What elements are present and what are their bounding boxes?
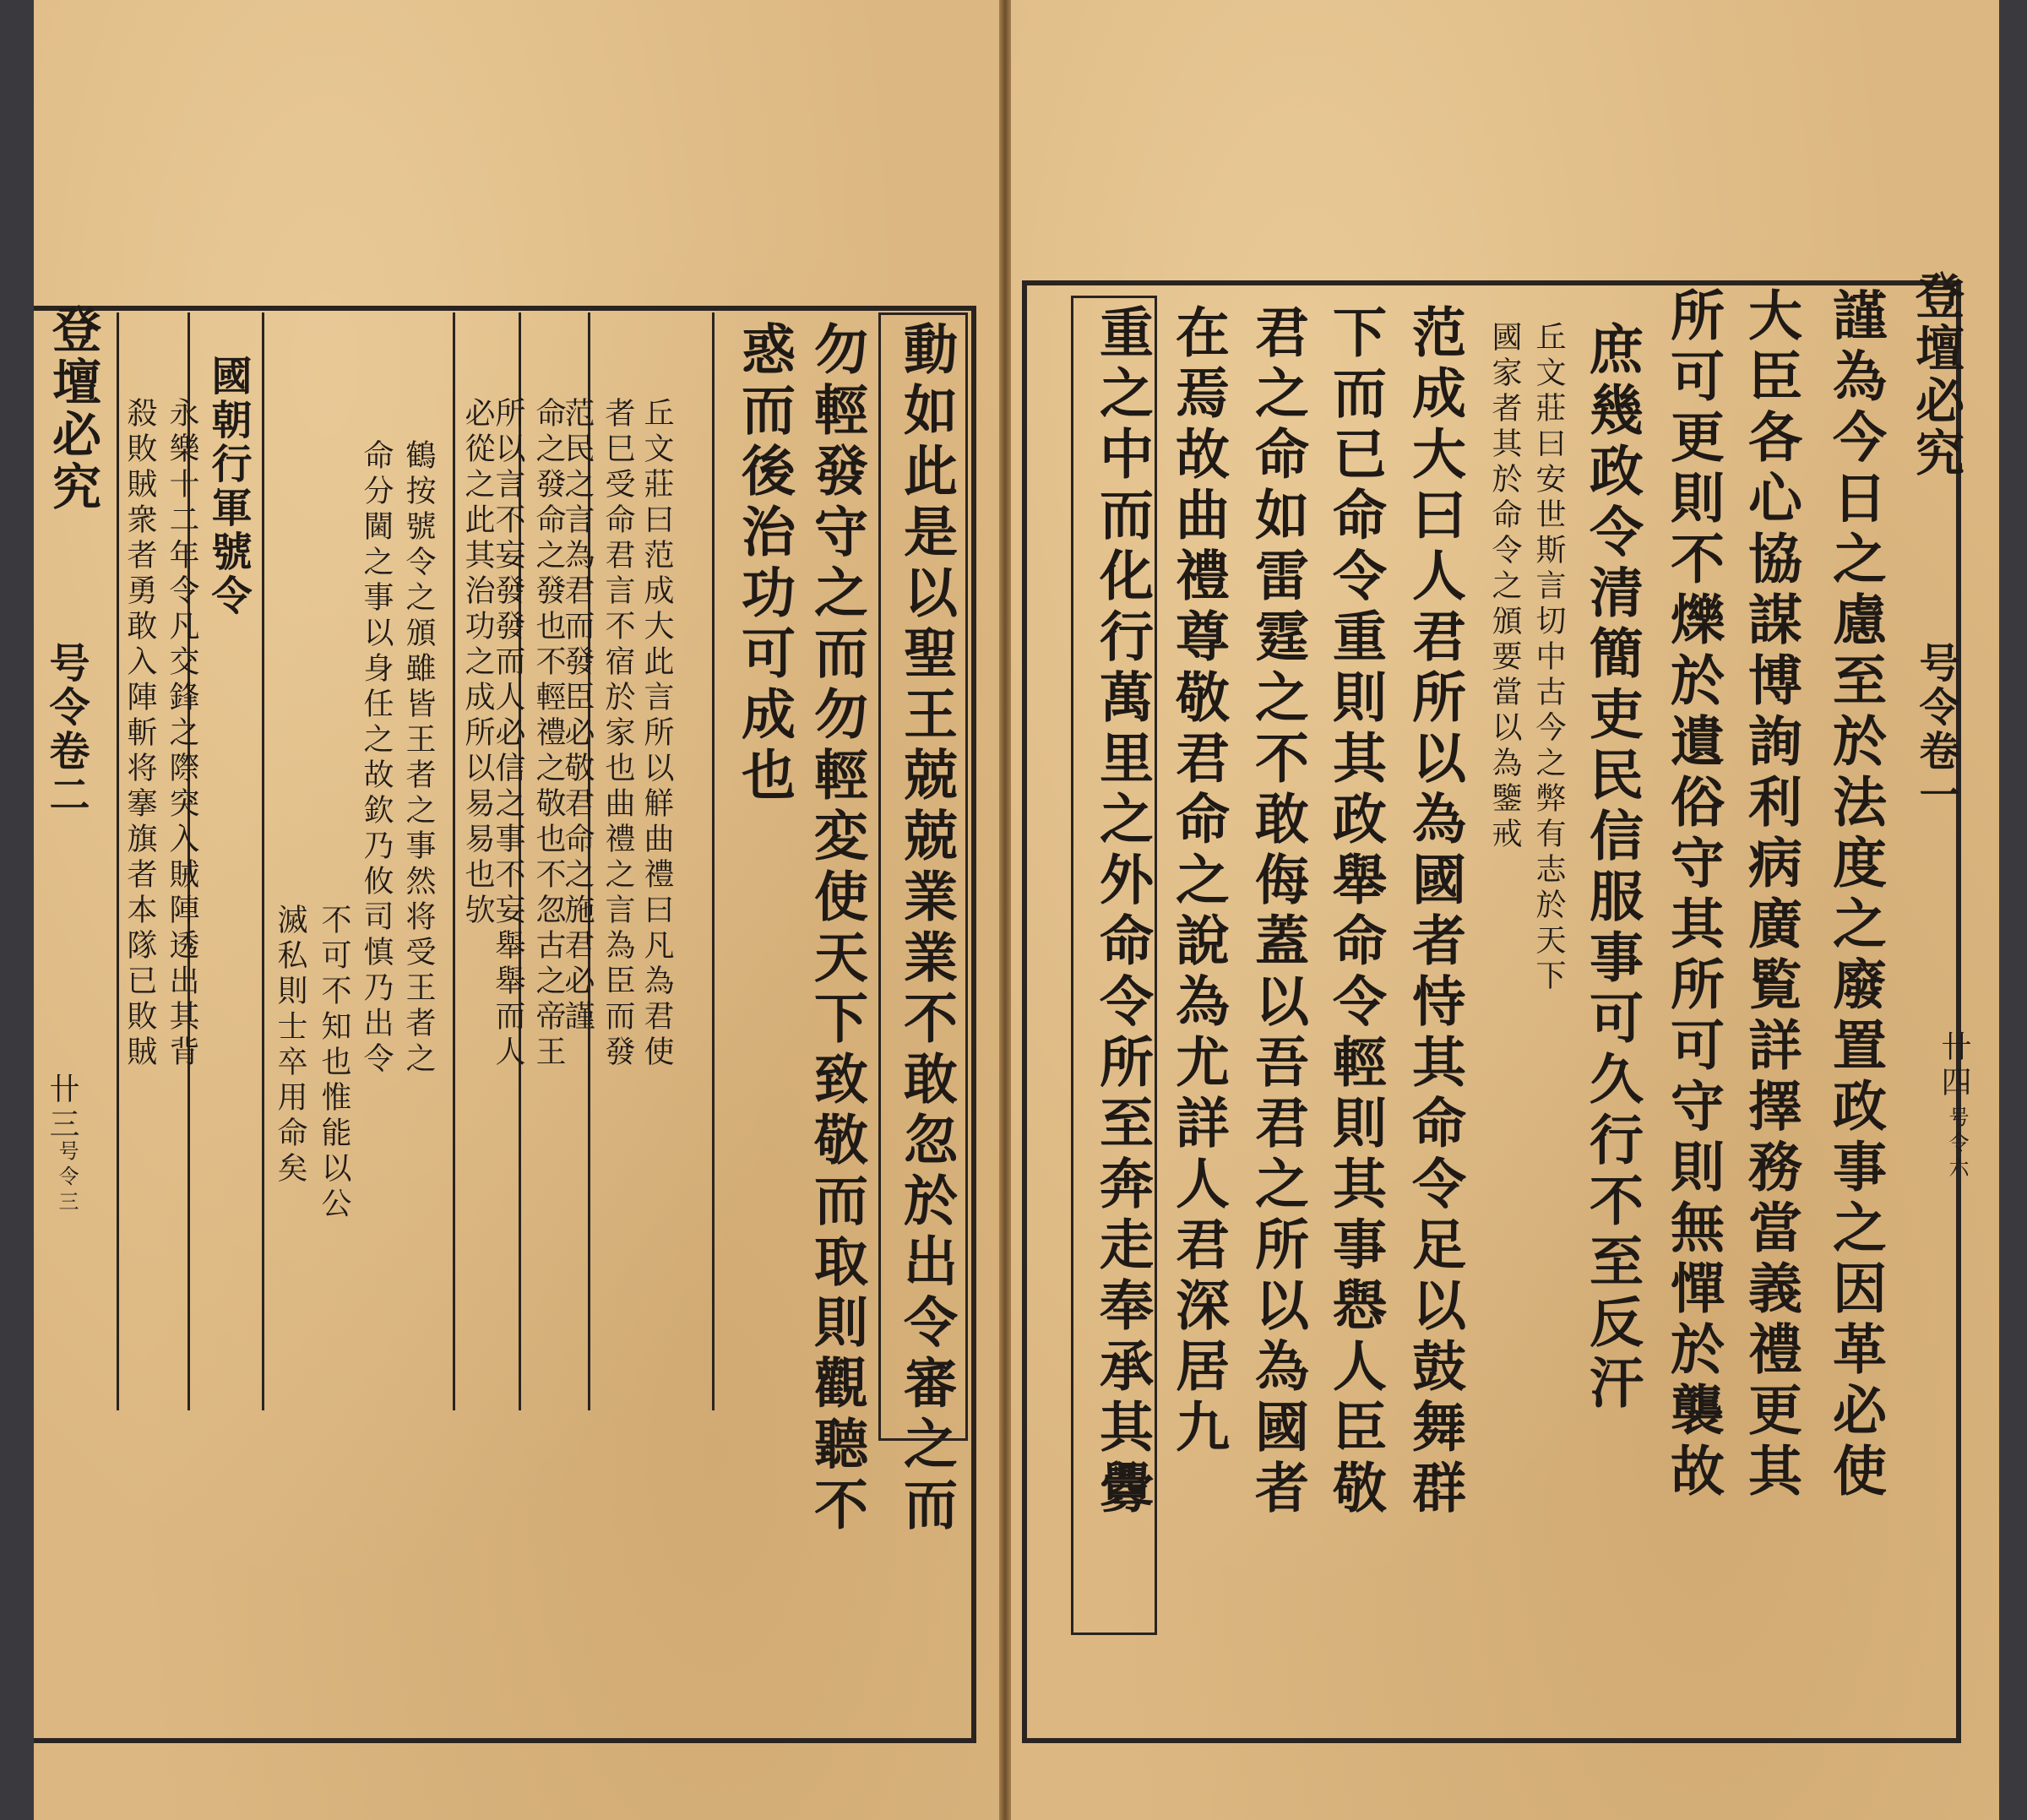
column-rule (262, 312, 264, 1410)
right-col-9: 在焉故曲禮尊敬君命之說為尤詳人君深居九 (1166, 304, 1230, 1459)
right-col-10: 重之中而化行萬里之外命令所至奔走奉承其釁 (1090, 304, 1154, 1520)
right-edge-number: 卄四 (1937, 1030, 1971, 1101)
left-header-section: 号令卷二 (42, 642, 90, 818)
left-header-title: 登壇必究 (44, 304, 101, 513)
left-col-6: 命之發命之發也不輕禮之敬也不忽古之帝王 (531, 397, 566, 1071)
right-col-0: 謹為今日之慮至於法度之廢置政事之因革必使 (1823, 287, 1887, 1503)
right-col-2: 所可更則不爍於遺俗守其所可守則無憚於襲故 (1661, 287, 1725, 1503)
right-col-4: 丘文莊曰安世斯言切中古今之弊有志於天下 (1531, 321, 1566, 995)
left-edge-number: 卄三 (45, 1073, 79, 1144)
left-col-8: 必從之此其治功之成所以易易也欤 (460, 397, 495, 929)
left-col-5: 范民之言為君而發臣必敬君命之施君必謹 (560, 397, 595, 1035)
quote-box (1071, 296, 1157, 1635)
right-folio: 号令六 (1945, 1106, 1969, 1182)
right-col-6: 范成大曰人君所以為國者恃其命令足以鼓舞群 (1403, 304, 1466, 1520)
left-folio: 号令三 (55, 1140, 79, 1216)
left-col-3: 丘文莊曰范成大此言所以觧曲禮曰凡為君使 (639, 397, 674, 1071)
left-col-9: 鶴按號令之頒雖皆王者之事然将受王者之 (401, 439, 436, 1078)
right-header-section: 号令卷一 (1912, 642, 1959, 818)
book-gutter (999, 0, 1011, 1820)
left-col-10: 命分閫之事以身任之故欽乃攸司慎乃出令 (359, 439, 394, 1078)
left-col-11: 不可不知也惟能以公 (317, 904, 351, 1223)
right-col-3: 庶幾政令清簡吏民信服事可久行不至反汗 (1580, 321, 1644, 1415)
left-col-15: 殺敗賊衆者勇敢入陣斬将搴旗者本隊已敗賊 (122, 397, 157, 1071)
quote-box (878, 312, 968, 1441)
column-rule (712, 312, 715, 1410)
left-col-13: 國朝行軍號令 (204, 355, 252, 618)
left-col-12: 滅私則士卒用命矣 (273, 904, 307, 1187)
left-col-2: 惑而後治功可成也 (732, 321, 796, 807)
left-col-0: 動如此是以聖王兢兢業業不敢忽於出令審之而 (894, 321, 958, 1537)
right-col-5: 國家者其於命令之頒要當以為鑒戒 (1487, 321, 1522, 853)
left-col-1: 勿輕發守之而勿輕変使天下致敬而取則觀聽不 (805, 321, 868, 1537)
left-col-14: 永樂十二年令凡交鋒之際突入賊陣透出其背 (165, 397, 199, 1071)
left-col-7: 所以言不妄發發而人必信之事不妄舉舉而人 (491, 397, 525, 1071)
left-col-4: 者巳受命君言不宿於家也曲禮之言為臣而發 (600, 397, 635, 1071)
right-header-title: 登壇必究 (1907, 270, 1965, 480)
column-rule (453, 312, 455, 1410)
right-col-8: 君之命如雷霆之不敢侮蓋以吾君之所以為國者 (1246, 304, 1309, 1520)
right-col-7: 下而已命令重則其政舉命令輕則其事㦛人臣敬 (1323, 304, 1387, 1520)
right-col-1: 大臣各心協謀博詢利病廣覧詳擇務當義禮更其 (1739, 287, 1802, 1503)
